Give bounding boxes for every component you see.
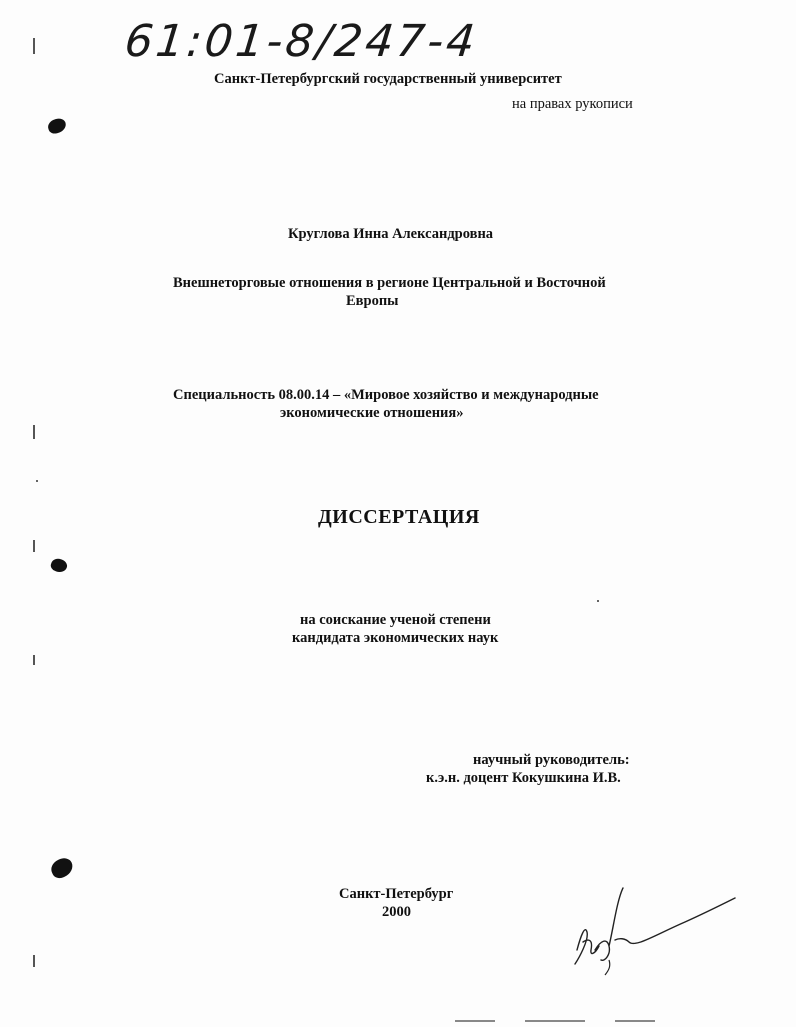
thesis-title-line-1: Внешнеторговые отношения в регионе Центральной и Восточной xyxy=(173,275,606,291)
thesis-title-line-2: Европы xyxy=(346,293,399,309)
binding-blot xyxy=(49,557,68,575)
scan-speck xyxy=(597,600,599,602)
manuscript-note: на правах рукописи xyxy=(512,96,633,112)
scan-mark xyxy=(615,1020,655,1022)
supervisor-label: научный руководитель: xyxy=(473,752,630,768)
signature-icon xyxy=(565,880,740,990)
specialty-line-1: Специальность 08.00.14 – «Мировое хозяйство и международные xyxy=(173,387,599,403)
scan-mark xyxy=(33,655,35,665)
scan-speck xyxy=(36,480,38,482)
scan-mark xyxy=(33,38,35,54)
degree-line-2: кандидата экономических наук xyxy=(292,630,499,646)
document-type-heading: ДИССЕРТАЦИЯ xyxy=(318,506,480,528)
city: Санкт-Петербург xyxy=(339,886,454,902)
archive-code-handwritten: 61:01-8/247-4 xyxy=(122,16,481,67)
year: 2000 xyxy=(382,904,411,920)
university-name: Санкт-Петербургский государственный университет xyxy=(214,71,562,87)
scan-mark xyxy=(33,540,35,552)
specialty-line-2: экономические отношения» xyxy=(280,405,464,421)
scan-mark xyxy=(455,1020,495,1022)
supervisor-name: к.э.н. доцент Кокушкина И.В. xyxy=(426,770,621,786)
author-name: Круглова Инна Александровна xyxy=(288,226,494,242)
scan-mark xyxy=(33,955,35,967)
scan-mark xyxy=(33,425,35,439)
scan-mark xyxy=(525,1020,585,1022)
binding-blot xyxy=(48,855,76,881)
degree-line-1: на соискание ученой степени xyxy=(300,612,491,628)
binding-blot xyxy=(46,117,67,135)
